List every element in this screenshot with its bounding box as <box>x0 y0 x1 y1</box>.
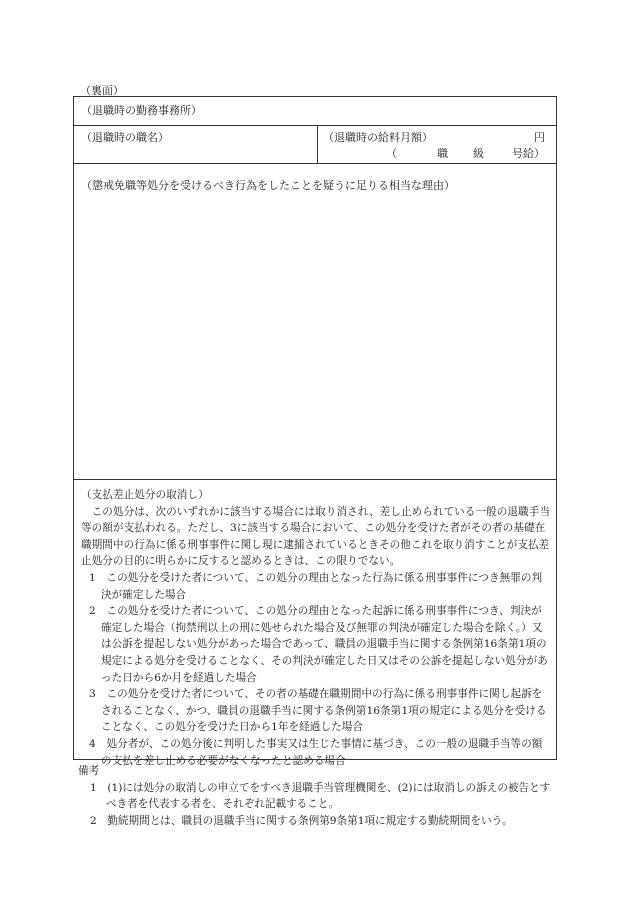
column-divider <box>317 125 318 163</box>
cancellation-item: 4 処分者が、この処分後に判明した事実又は生じた事情に基づき、この一般の退職手当等の額の支払を差し止める必要がなくなったと認める場合 <box>89 737 543 767</box>
notes-title: 備考 <box>78 765 100 777</box>
workplace-label: （退職時の勤務事務所） <box>81 104 202 117</box>
row-divider <box>74 163 556 164</box>
grade-open: （ <box>386 147 397 160</box>
grade-gokyu: 号給） <box>512 147 545 160</box>
cancellation-item: 1 この処分を受けた者について、この処分の理由となった行為に係る刑事事件につき無罪の判決が確定した場合 <box>89 571 543 601</box>
grade-kyu: 級 <box>473 147 484 160</box>
row-divider <box>74 479 556 480</box>
cancellation-item: 2 この処分を受けた者について、この処分の理由となった起訴に係る刑事事件につき、判決が確定した場合（拘禁刑以上の刑に処せられた場合及び無罪の判決が確定した場合を除く。）又は公訴を提起しない処分があった場合であって、職員の退職手当に関する条例第16条第1項の規定による処分を受けることなく、その判決が確定した日又はその公訴を提起しない処分があった日から6か月を経過した場合 <box>89 605 548 684</box>
cancellation-title: （支払差止処分の取消し） <box>81 489 209 501</box>
note-item: 2 勤続期間とは、職員の退職手当に関する条例第9条第1項に規定する勤続期間をいう。 <box>90 814 513 827</box>
form-table <box>73 96 557 767</box>
reason-label: （懲戒免職等処分を受けるべき行為をしたことを疑うに足りる相当な理由） <box>81 179 455 192</box>
cancellation-item: 3 この処分を受けた者について、その者の基礎在職期間中の行為に係る刑事事件に関し起訴をされることなく、かつ、職員の退職手当に関する条例第16条第1項の規定による処分を受けることなく、この処分を受けた日から1年を経過した場合 <box>89 688 547 734</box>
back-side-label: （裏面） <box>80 84 124 97</box>
salary-label: （退職時の給料月額） <box>323 131 433 144</box>
grade-shoku: 職 <box>437 147 448 160</box>
salary-unit: 円 <box>534 131 545 144</box>
position-label: （退職時の職名） <box>81 131 169 144</box>
row-divider <box>74 125 556 126</box>
cancellation-section <box>81 487 551 769</box>
cancellation-body: この処分は、次のいずれかに該当する場合には取り消され、差し止められている一般の退職手当等の額が支払われる。ただし、3に該当する場合において、この処分を受けた者がその者の基礎在職期間中の行為に係る刑事事件に関し現に逮捕されているときその他これを取り消すことが支払差止処分の目的に明らかに反すると認めるときは、この限りでない。 <box>81 505 550 568</box>
notes-section <box>78 763 558 829</box>
note-item: 1 (1)には処分の取消しの申立てをすべき退職手当管理機関を、(2)には取消しの訴えの被告とすべき者を代表する者を、それぞれ記載すること。 <box>90 781 551 811</box>
